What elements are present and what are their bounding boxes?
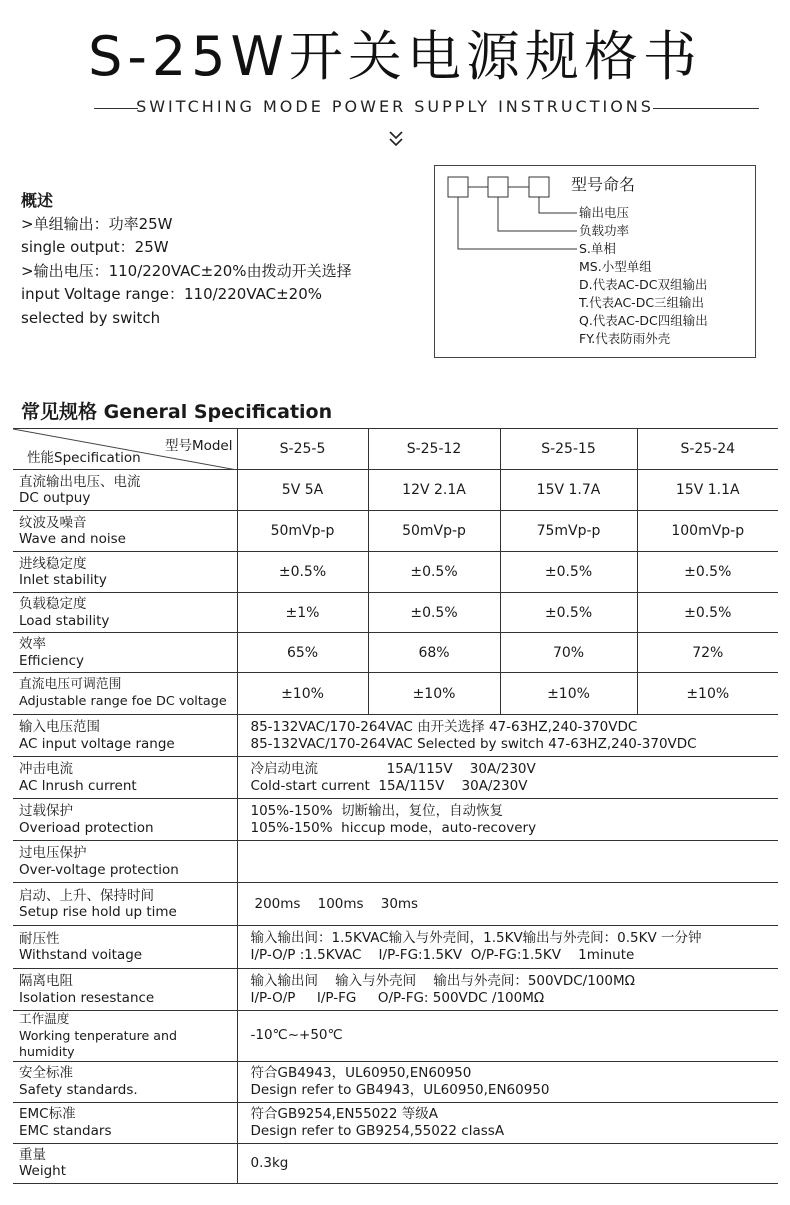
row-label: EMC标准 EMC standars xyxy=(13,1102,237,1143)
row-label: 隔离电阻 Isolation resestance xyxy=(13,969,237,1011)
table-cell: 12V 2.1A xyxy=(368,470,500,511)
table-cell-wide: 105%-150% 切断输出，复位，自动恢复 105%-150% hiccup mode，auto-recovery xyxy=(237,799,778,841)
table-row xyxy=(13,1061,778,1102)
table-row xyxy=(13,883,778,926)
table-row xyxy=(13,799,778,841)
page-title: S-25W开关电源规格书 xyxy=(88,25,702,88)
table-row xyxy=(13,552,778,593)
table-cell: 50mVp-p xyxy=(237,511,368,552)
naming-title: 型号命名 xyxy=(571,175,636,194)
header-model-label: 型号Model xyxy=(164,438,233,454)
overview-line: selected by switch xyxy=(21,308,161,327)
table-cell: ±0.5% xyxy=(368,593,500,633)
table-cell-wide xyxy=(237,841,778,883)
row-label: 纹波及噪音 Wave and noise xyxy=(13,511,237,552)
spec-section-title: 常见规格 General Specification xyxy=(21,401,333,423)
row-label: 进线稳定度 Inlet stability xyxy=(13,552,237,593)
overview-line: >输出电压：110/220VAC±20%由拨动开关选择 xyxy=(21,261,352,280)
model-header: S-25-15 xyxy=(500,429,637,470)
table-cell-wide: -10℃~+50℃ xyxy=(237,1011,778,1062)
table-row xyxy=(13,841,778,883)
row-label: 安全标准 Safety standards. xyxy=(13,1061,237,1102)
table-cell: ±0.5% xyxy=(500,593,637,633)
table-cell: ±0.5% xyxy=(637,593,778,633)
table-cell-wide: 200ms 100ms 30ms xyxy=(237,883,778,926)
table-cell: 72% xyxy=(637,633,778,673)
table-cell: ±0.5% xyxy=(637,552,778,593)
table-cell: 15V 1.1A xyxy=(637,470,778,511)
header-diagonal-cell xyxy=(13,429,237,470)
table-cell: 5V 5A xyxy=(237,470,368,511)
model-naming-box xyxy=(434,165,756,358)
table-row xyxy=(13,1143,778,1183)
double-chevron-down-icon xyxy=(388,130,404,148)
table-row xyxy=(13,633,778,673)
table-row xyxy=(13,593,778,633)
table-cell: ±10% xyxy=(637,673,778,715)
table-row xyxy=(13,969,778,1011)
table-cell: 50mVp-p xyxy=(368,511,500,552)
overview-line: single output：25W xyxy=(21,238,169,256)
naming-item: 负载功率 xyxy=(579,223,630,238)
table-row xyxy=(13,715,778,757)
naming-item: 输出电压 xyxy=(579,205,630,220)
table-cell-wide: 输入输出间 输入与外壳间 输出与外壳间：500VDC/100MΩ I/P-O/P I/P-FG O/P-FG: 500VDC /100MΩ xyxy=(237,969,778,1011)
table-row xyxy=(13,470,778,511)
table-cell-wide: 符合GB4943，UL60950,EN60950 Design refer to GB4943，UL60950,EN60950 xyxy=(237,1061,778,1102)
table-cell: 68% xyxy=(368,633,500,673)
row-label: 过载保护 Overioad protection xyxy=(13,799,237,841)
table-cell: ±1% xyxy=(237,593,368,633)
table-cell: ±0.5% xyxy=(368,552,500,593)
table-cell: ±10% xyxy=(500,673,637,715)
row-label: 耐压性 Withstand voitage xyxy=(13,926,237,969)
table-cell-wide: 冷启动电流 15A/115V 30A/230V Cold-start current 15A/115V 30A/230V xyxy=(237,757,778,799)
overview-line: >单组输出：功率25W xyxy=(21,214,173,233)
table-cell: ±10% xyxy=(368,673,500,715)
naming-item: S.单相 xyxy=(579,241,616,256)
table-cell: ±0.5% xyxy=(500,552,637,593)
naming-item: T.代表AC-DC三组输出 xyxy=(579,295,705,310)
table-row xyxy=(13,511,778,552)
row-label: 冲击电流 AC lnrush current xyxy=(13,757,237,799)
naming-item: MS.小型单组 xyxy=(579,259,652,274)
row-label: 直流电压可调范围 Adjustable range foe DC voltage xyxy=(13,673,237,715)
row-label: 启动、上升、保持时间 Setup rise hold up time xyxy=(13,883,237,926)
overview-heading: 概述 xyxy=(21,191,54,210)
row-label: 直流输出电压、电流 DC outpuy xyxy=(13,470,237,511)
model-header: S-25-24 xyxy=(637,429,778,470)
row-label: 重量 Weight xyxy=(13,1143,237,1183)
naming-item: FY.代表防雨外壳 xyxy=(579,331,671,346)
row-label: 效率 Efficiency xyxy=(13,633,237,673)
table-cell: 100mVp-p xyxy=(637,511,778,552)
overview-section xyxy=(21,189,352,330)
page-subtitle: SWITCHING MODE POWER SUPPLY INSTRUCTIONS xyxy=(136,97,654,116)
overview-line: input Voltage range：110/220VAC±20% xyxy=(21,285,322,303)
row-label: 过电压保护 Over-voltage protection xyxy=(13,841,237,883)
table-row xyxy=(13,926,778,969)
table-cell: 65% xyxy=(237,633,368,673)
row-label: 工作温度 Working tenperature and humidity xyxy=(13,1011,237,1062)
table-row xyxy=(13,673,778,715)
table-cell-wide: 85-132VAC/170-264VAC 由开关选择 47-63HZ,240-370VDC 85-132VAC/170-264VAC Selected by switch 47-63HZ,240-370VDC xyxy=(237,715,778,757)
table-cell: 15V 1.7A xyxy=(500,470,637,511)
row-label: 输入电压范围 AC input voltage range xyxy=(13,715,237,757)
table-cell: ±10% xyxy=(237,673,368,715)
table-row xyxy=(13,757,778,799)
table-cell: 70% xyxy=(500,633,637,673)
table-row xyxy=(13,1102,778,1143)
table-cell-wide: 输入输出间：1.5KVAC输入与外壳间，1.5KV输出与外壳间：0.5KV 一分钟 I/P-O/P :1.5KVAC I/P-FG:1.5KV O/P-FG:1.5KV 1minute xyxy=(237,926,778,969)
naming-item: Q.代表AC-DC四组输出 xyxy=(579,313,708,328)
table-cell: 75mVp-p xyxy=(500,511,637,552)
table-cell-wide: 符合GB9254,EN55022 等级A Design refer to GB9254,55022 classA xyxy=(237,1102,778,1143)
model-header: S-25-5 xyxy=(237,429,368,470)
table-cell: ±0.5% xyxy=(237,552,368,593)
table-cell-wide: 0.3kg xyxy=(237,1143,778,1183)
spec-table xyxy=(13,428,778,1184)
table-row xyxy=(13,1011,778,1062)
row-label: 负载稳定度 Load stability xyxy=(13,593,237,633)
naming-item: D.代表AC-DC双组输出 xyxy=(579,277,708,292)
table-header-row xyxy=(13,429,778,470)
model-header: S-25-12 xyxy=(368,429,500,470)
header-spec-label: 性能Specification xyxy=(27,450,141,466)
